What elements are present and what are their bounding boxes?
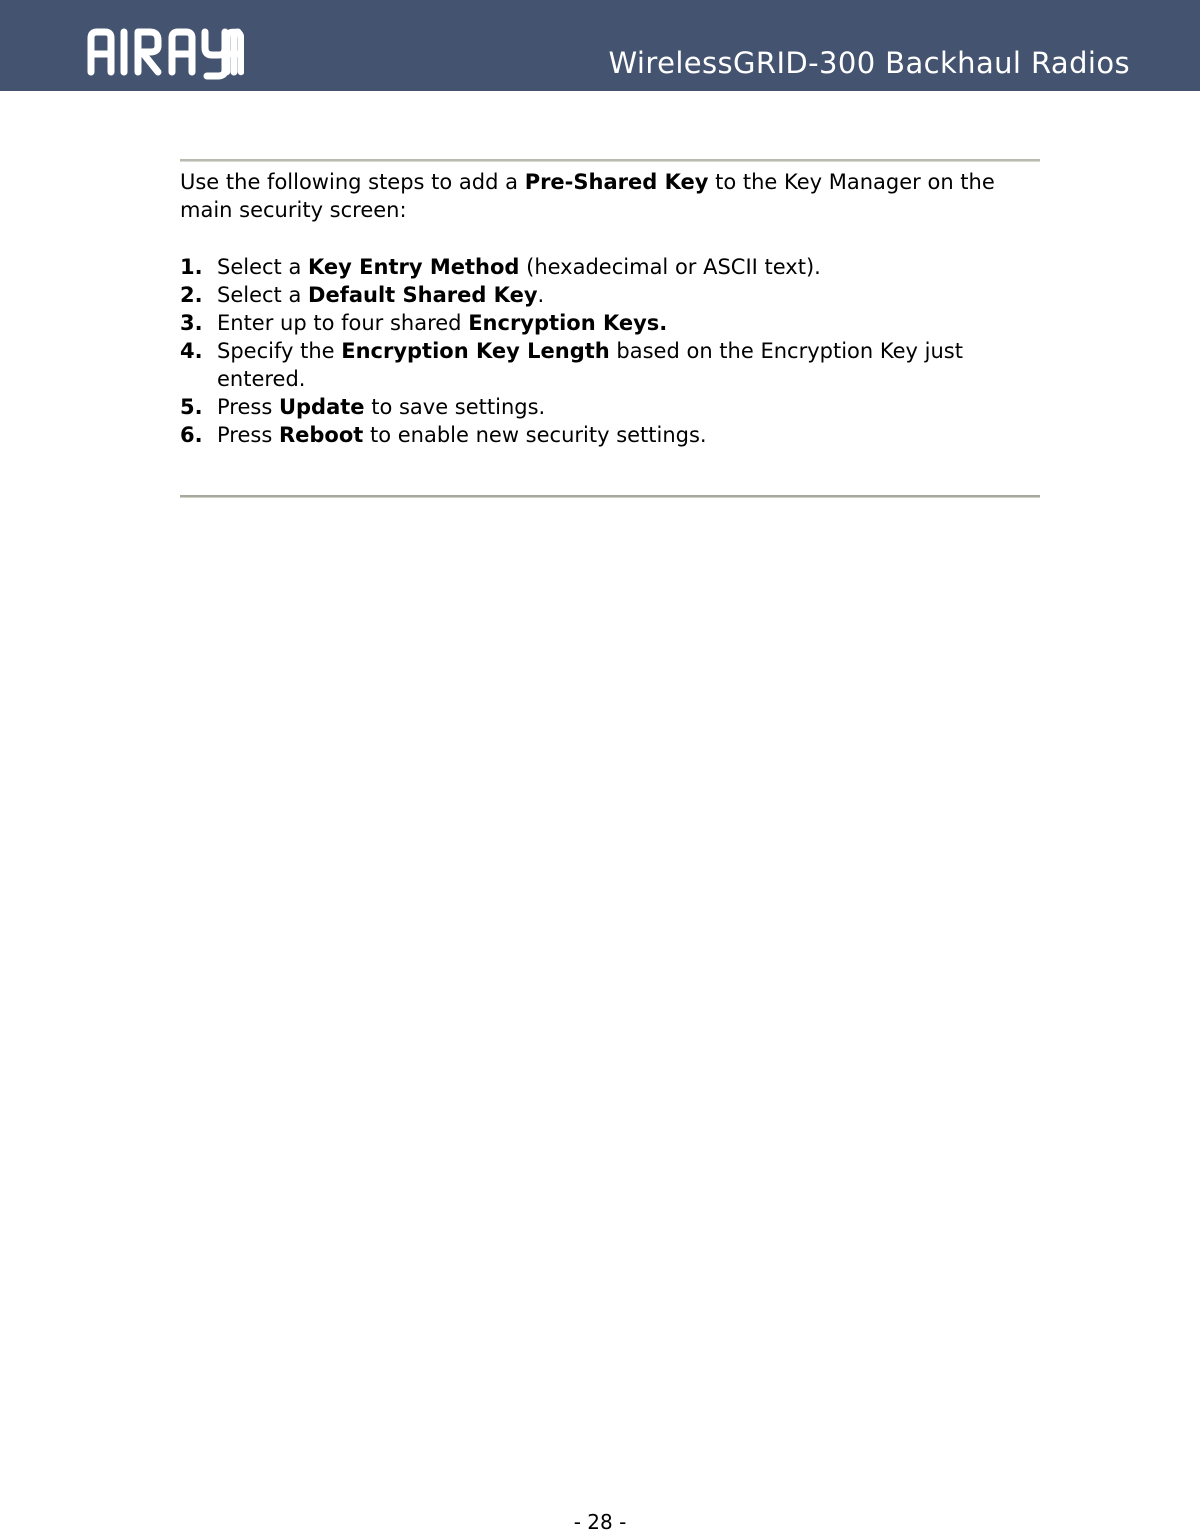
step-text: Select a bbox=[217, 283, 309, 307]
step-number: 2. bbox=[180, 283, 203, 307]
step-text: (hexadecimal or ASCII text). bbox=[519, 255, 821, 279]
airaya-logo bbox=[86, 24, 244, 80]
list-item bbox=[180, 253, 1040, 281]
step-text: . bbox=[537, 283, 545, 307]
step-number: 4. bbox=[180, 339, 203, 363]
step-number: 1. bbox=[180, 255, 203, 279]
step-text: to save settings. bbox=[364, 395, 546, 419]
step-number: 6. bbox=[180, 423, 203, 447]
list-item bbox=[180, 337, 1040, 393]
step-text: Press bbox=[217, 423, 279, 447]
intro-paragraph bbox=[180, 168, 1040, 224]
list-item bbox=[180, 393, 1040, 421]
step-text: to enable new security settings. bbox=[363, 423, 707, 447]
list-item bbox=[180, 421, 1040, 449]
step-term: Encryption Keys. bbox=[468, 311, 668, 335]
step-text: Press bbox=[217, 395, 279, 419]
section-divider-bottom bbox=[180, 495, 1040, 498]
list-item bbox=[180, 309, 1040, 337]
step-number: 3. bbox=[180, 311, 203, 335]
step-text: Select a bbox=[217, 255, 309, 279]
intro-text-start: Use the following steps to add a bbox=[180, 170, 525, 194]
document-title: WirelessGRID-300 Backhaul Radios bbox=[608, 46, 1130, 80]
section-divider-top bbox=[180, 159, 1040, 162]
page-header bbox=[0, 0, 1200, 91]
intro-text-end: to the Key Manager on the main security screen: bbox=[180, 170, 995, 222]
step-text: Enter up to four shared bbox=[217, 311, 469, 335]
list-item bbox=[180, 281, 1040, 309]
step-term: Key Entry Method bbox=[308, 255, 520, 279]
step-text: based on the Encryption Key just entered. bbox=[217, 339, 963, 391]
step-term: Default Shared Key bbox=[308, 283, 538, 307]
pre-shared-key-term: Pre-Shared Key bbox=[524, 170, 709, 194]
step-text: Specify the bbox=[217, 339, 342, 363]
steps-list bbox=[180, 253, 1040, 449]
step-term: Reboot bbox=[278, 423, 364, 447]
step-number: 5. bbox=[180, 395, 203, 419]
step-term: Encryption Key Length bbox=[341, 339, 610, 363]
page-number: - 28 - bbox=[573, 1510, 627, 1534]
step-term: Update bbox=[278, 395, 365, 419]
instructions-section bbox=[180, 168, 1040, 449]
